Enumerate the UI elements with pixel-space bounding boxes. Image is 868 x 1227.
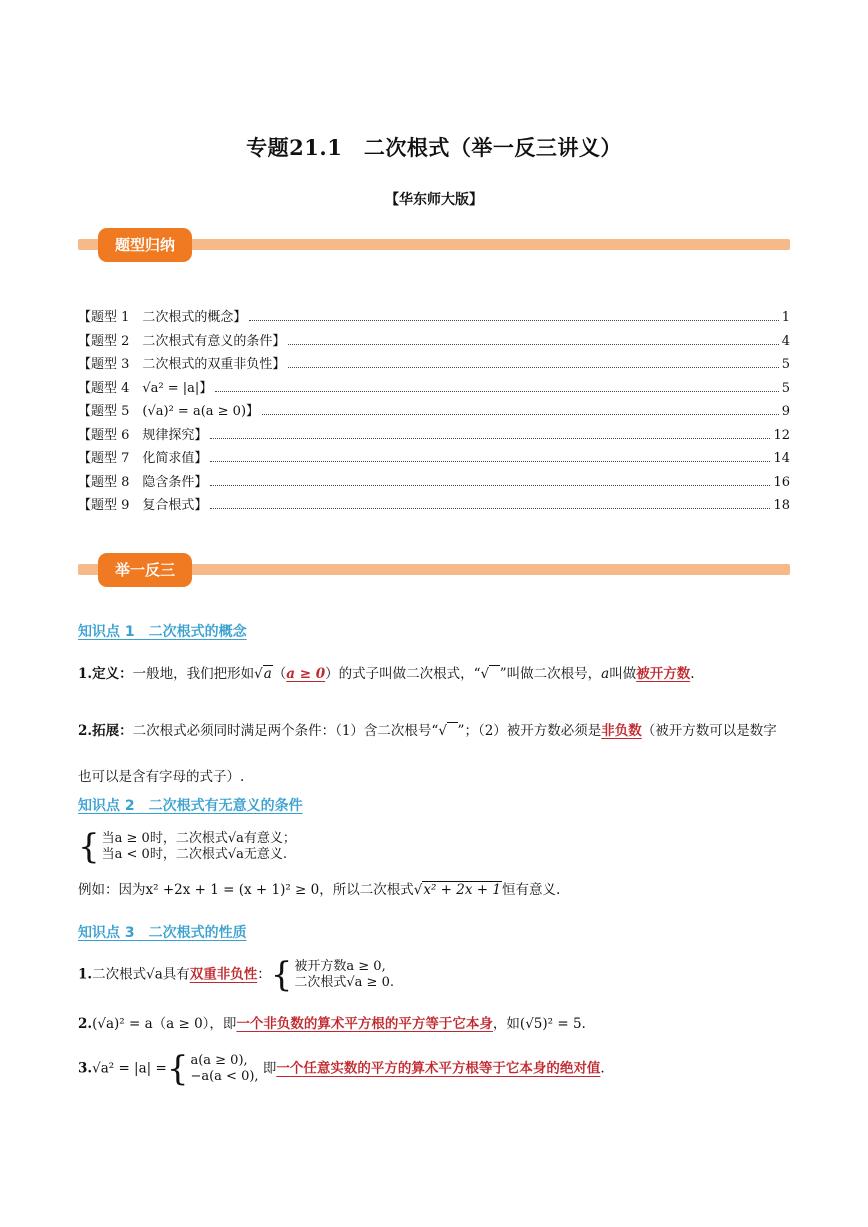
brace-icon: { — [270, 955, 293, 995]
toc-entry-label: 【题型 2 二次根式有意义的条件】 — [78, 333, 286, 349]
ext-highlight: 非负数 — [601, 723, 642, 739]
def-end: . — [690, 666, 695, 682]
toc-entry[interactable] — [78, 494, 790, 514]
example-text-b: 恒有意义. — [501, 882, 561, 898]
radical-sign-icon: √ — [481, 665, 500, 682]
def-number: 1.定义： — [78, 666, 133, 682]
example-text-a: 例如：因为x² +2x + 1 = (x + 1)² ≥ 0，所以二次根式 — [78, 882, 414, 898]
kp2-case-2: 当a < 0时，二次根式√a无意义. — [101, 847, 287, 862]
example-radical: √x² + 2x + 1 — [413, 882, 501, 898]
toc-entry[interactable] — [78, 424, 790, 444]
def-text-b: 的式子叫做二次根式，“ — [338, 666, 481, 682]
toc-leader-dots — [262, 403, 779, 415]
def-text-a: 一般地，我们把形如 — [132, 666, 255, 682]
kp2-example — [78, 878, 790, 902]
kp2-heading: 知识点 2 二次根式有无意义的条件 — [78, 798, 303, 814]
toc-entry[interactable] — [78, 330, 790, 350]
toc-entry-label: 【题型 7 化简求值】 — [78, 451, 208, 466]
toc-entry-page: 9 — [781, 404, 790, 419]
ext-text-b: ”；（2）被开方数必须是 — [457, 723, 602, 739]
p3-highlight: 一个任意实数的平方的算术平方根等于它本身的绝对值 — [276, 1060, 601, 1077]
p3-case-2: −a(a < 0), — [190, 1069, 259, 1084]
toc-entry-label: 【题型 1 二次根式的概念】 — [78, 310, 247, 325]
toc-leader-dots — [210, 497, 770, 509]
toc-entry-label: 【题型 4 √a² = |a|】 — [78, 380, 213, 396]
p3-case-1: a(a ≥ 0), — [190, 1053, 248, 1068]
toc-entry[interactable] — [78, 353, 790, 373]
toc-entry[interactable] — [78, 447, 790, 467]
p3-number: 3. — [78, 1060, 93, 1077]
p3-text-a: √a² = |a| = — [92, 1060, 167, 1077]
p3-end: . — [600, 1060, 605, 1077]
kp2-cases — [78, 827, 790, 867]
toc-entry[interactable] — [78, 377, 790, 397]
kp1-heading: 知识点 1 二次根式的概念 — [78, 624, 247, 640]
toc-entry-label: 【题型 5 (√a)² = a(a ≥ 0)】 — [78, 404, 260, 419]
p1-case-1: 被开方数a ≥ 0, — [294, 959, 386, 974]
kp3-heading: 知识点 3 二次根式的性质 — [78, 925, 247, 941]
def-condition: a ≥ 0 — [286, 666, 326, 682]
kp3-property-3 — [78, 1049, 790, 1089]
section-badge-main: 举一反三 — [98, 553, 192, 587]
toc-entry-page: 5 — [781, 357, 790, 372]
def-text-c: ”叫做二次根号， — [499, 666, 602, 682]
toc-entry[interactable] — [78, 471, 790, 491]
kp1-definition: 1.定义：一般地，我们把形如√a（a ≥ 0）的式子叫做二次根式，“√ ”叫做二次根号，a叫做被开方数. — [78, 666, 695, 682]
toc-entry[interactable] — [78, 306, 790, 326]
def-text-d: 叫做 — [609, 666, 637, 682]
p1-number: 1. — [78, 966, 93, 983]
toc-entry-page: 16 — [773, 474, 790, 490]
brace-icon: { — [78, 827, 100, 867]
toc-leader-dots — [210, 474, 770, 486]
toc-entry-page: 4 — [781, 333, 790, 349]
toc-entry[interactable] — [78, 400, 790, 420]
p1-case-2: 二次根式√a ≥ 0. — [294, 975, 394, 990]
toc-leader-dots — [210, 427, 770, 439]
toc-entry-page: 12 — [773, 427, 790, 443]
p2-highlight: 一个非负数的算术平方根的平方等于它本身 — [236, 1016, 493, 1032]
edition-label: 【华东师大版】 — [385, 192, 483, 208]
ext-text-a: 二次根式必须同时满足两个条件：（1）含二次根号“ — [132, 723, 439, 739]
p2-number: 2. — [78, 1016, 93, 1032]
toc-leader-dots — [210, 450, 770, 462]
p1-text-a: 二次根式√a具有 — [92, 966, 190, 983]
p1-colon: ： — [257, 966, 271, 983]
toc-leader-dots — [249, 309, 778, 321]
radical-sign-icon: √ — [438, 722, 457, 739]
def-var: a — [601, 666, 610, 682]
p1-highlight: 双重非负性 — [189, 966, 258, 983]
toc-leader-dots — [215, 380, 778, 392]
toc-entry-page: 14 — [773, 451, 790, 466]
toc-entry-label: 【题型 9 复合根式】 — [78, 498, 208, 513]
p3-text-b: 即 — [262, 1060, 277, 1077]
toc-entry-page: 5 — [781, 380, 790, 396]
p2-text-a: (√a)² = a（a ≥ 0），即 — [92, 1016, 237, 1032]
toc-entry-page: 18 — [773, 498, 790, 513]
ext-text-c: （被开方数可以是数字也可以是含有字母的式子）. — [78, 723, 777, 785]
section-badge-toc: 题型归纳 — [98, 228, 192, 262]
brace-icon: { — [166, 1049, 189, 1089]
p2-text-b: ，如(√5)² = 5. — [492, 1016, 586, 1032]
toc-entry-label: 【题型 6 规律探究】 — [78, 427, 208, 443]
toc-entry-label: 【题型 3 二次根式的双重非负性】 — [78, 357, 286, 372]
page-title: 专题21.1 二次根式（举一反三讲义） — [246, 135, 622, 160]
def-radical: √a — [254, 666, 272, 682]
kp1-extension — [78, 708, 790, 800]
toc-entry-page: 1 — [781, 310, 790, 325]
kp3-property-1 — [78, 955, 790, 995]
toc-leader-dots — [288, 333, 778, 345]
def-highlight: 被开方数 — [636, 666, 691, 682]
kp3-property-2 — [78, 1012, 790, 1036]
ext-number: 2.拓展： — [78, 723, 133, 739]
toc-leader-dots — [288, 356, 778, 368]
kp2-case-1: 当a ≥ 0时，二次根式√a有意义； — [101, 831, 296, 846]
toc-entry-label: 【题型 8 隐含条件】 — [78, 474, 208, 490]
